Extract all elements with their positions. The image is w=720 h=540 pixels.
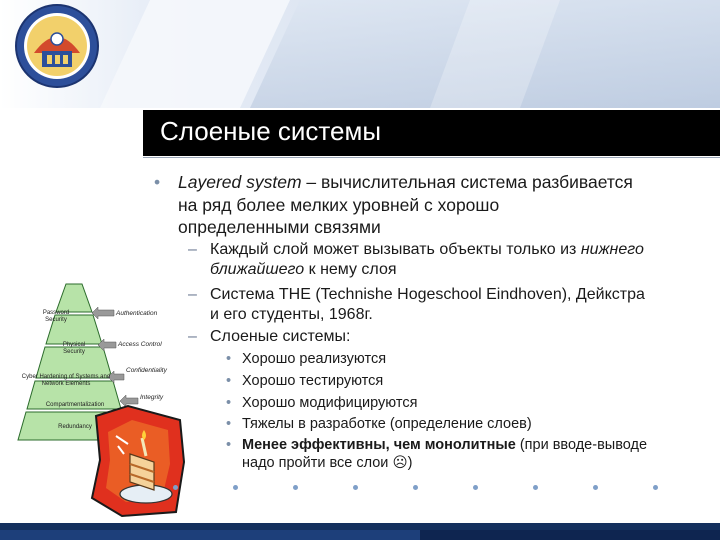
pyramid-layer-password-security: Password Security [42, 310, 70, 323]
header-band [0, 0, 720, 108]
decorative-dot [233, 485, 238, 490]
decorative-dot [353, 485, 358, 490]
sub-bullet-layer-calls-line2: ближайшего к нему слоя [210, 261, 397, 278]
list-item-test: Хорошо тестируются [242, 373, 384, 389]
title-underline [143, 157, 720, 158]
decorative-dot [293, 485, 298, 490]
bullet-marker: • [154, 172, 161, 192]
bullet-marker: • [226, 351, 232, 367]
decorative-dot [593, 485, 598, 490]
layered-cake-clipart-icon [88, 402, 188, 520]
list-item-hard-to-develop: Тяжелы в разработке (определение слоев) [242, 416, 532, 432]
term-layered-system: Layered system [178, 172, 302, 192]
pyramid-layer-physical-security: Physical Security [62, 342, 86, 355]
sub-bullet-the-system-line1: Система THE (Technishe Hogeschool Eindhoven), Дейкстра [210, 286, 645, 303]
decorative-dot [533, 485, 538, 490]
side-label-confidentiality: Confidentiality [126, 367, 167, 374]
pyramid-layer-cyber-hardening: Cyber Hardening of Systems and Network Elements [21, 374, 111, 387]
sad-face-icon: ☹ [392, 455, 408, 471]
list-item-less-efficient-line1: Менее эффективны, чем монолитные (при вводе-выводе [242, 437, 648, 453]
side-label-access-control: Access Control [118, 341, 162, 348]
decorative-dot [413, 485, 418, 490]
bullet-marker: • [226, 373, 232, 389]
bullet-marker: • [226, 416, 232, 432]
list-item-modify: Хорошо модифицируются [242, 395, 418, 411]
bullet-layered-system-line3: определенными связями [178, 217, 381, 237]
bullet-layered-system-line2: на ряд более мелких уровней с хорошо [178, 195, 500, 215]
list-item-less-efficient-line2: надо пройти все слои ☹) [242, 455, 413, 471]
dash-marker: – [188, 286, 197, 303]
sub-bullet-layer-calls-line1: Каждый слой может вызывать объекты только из нижнего [210, 241, 644, 258]
footer-bar [0, 523, 720, 530]
footer-bar-left [0, 530, 420, 540]
decorative-dot [473, 485, 478, 490]
dash-marker: – [188, 241, 197, 258]
bullet-marker: • [226, 437, 232, 453]
list-item-implement: Хорошо реализуются [242, 351, 387, 367]
decorative-dot [653, 485, 658, 490]
footer-bar-right [420, 530, 720, 540]
side-label-integrity: Integrity [140, 394, 164, 401]
university-logo-icon [14, 3, 100, 89]
decorative-dot [173, 485, 178, 490]
bullet-layered-system-line1: Layered system – вычислительная система разбивается [178, 172, 633, 192]
sub-bullet-layered-systems: Слоеные системы: [210, 328, 351, 345]
bullet-marker: • [226, 395, 232, 411]
pyramid-layer-redundancy: Redundancy [58, 424, 92, 430]
sub-bullet-the-system-line2: и его студенты, 1968г. [210, 306, 373, 323]
side-label-authentication: Authentication [116, 310, 158, 317]
slide-title: Слоеные системы [160, 116, 382, 146]
pyramid-layer-compartmentalization: Compartmentalization [45, 402, 105, 408]
dash-marker: – [188, 328, 197, 345]
